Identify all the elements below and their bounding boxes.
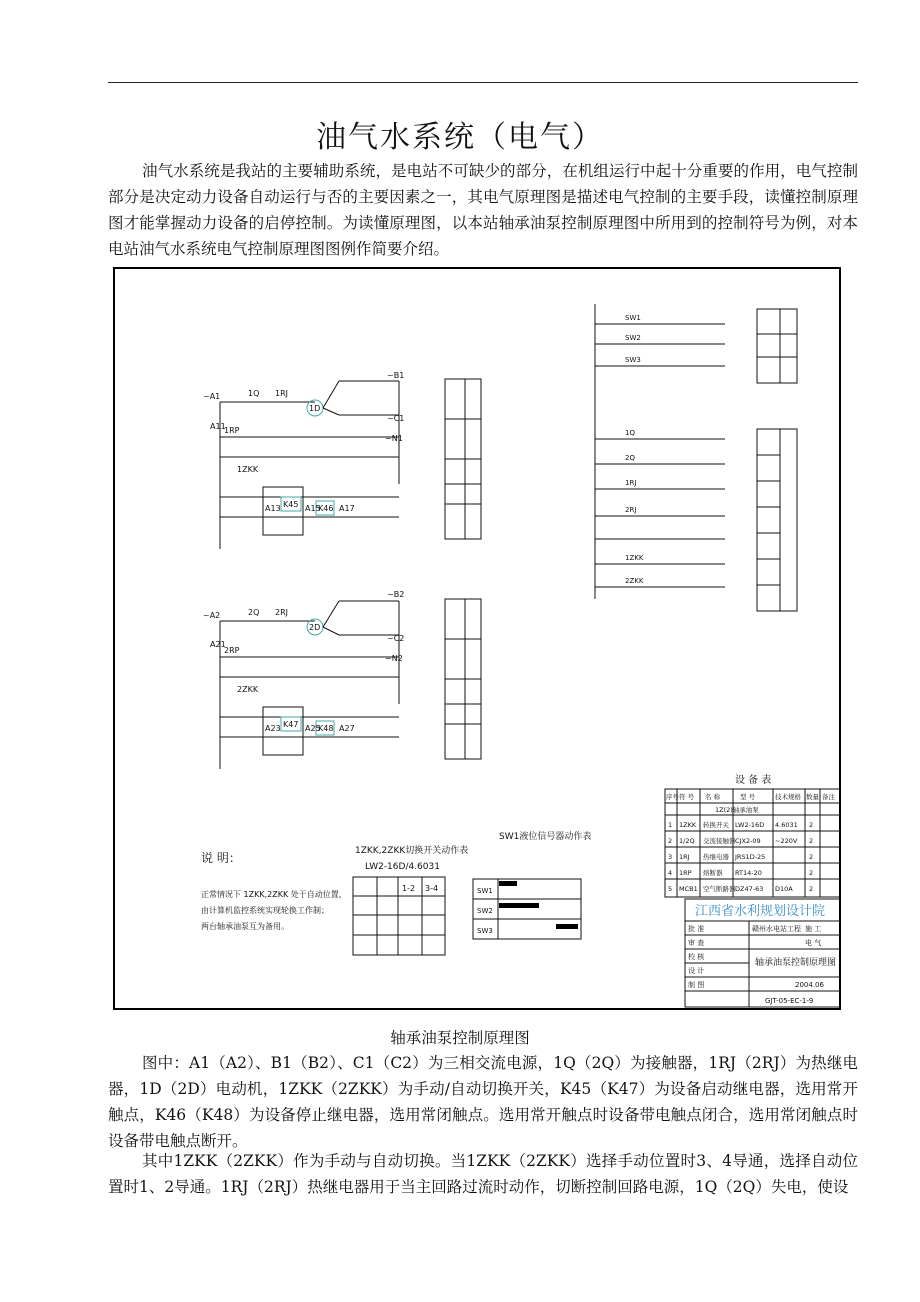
page-title: 油气水系统（电气） (316, 120, 604, 155)
label-phase-b1: ~B1 (387, 371, 405, 380)
equip-subtitle: 1Z(2)轴承油泵 (715, 806, 759, 814)
equip-r4-no: 4 (668, 869, 673, 877)
equip-r5-sym: MCB1 (679, 885, 698, 893)
equip-r2-sym: 1/2Q (679, 837, 695, 845)
switch-table-col-34: 3-4 (425, 884, 439, 893)
equip-col-spec: 技术规格 (775, 793, 801, 801)
label-phase-c1: ~C1 (387, 414, 405, 423)
signal-row-sw3: SW3 (625, 356, 641, 364)
equip-col-no: 序号 (666, 793, 679, 801)
equip-r5-spec: D10A (775, 885, 793, 893)
equip-r4-sym: 1RP (679, 869, 692, 877)
equip-col-symbol: 符 号 (679, 793, 695, 801)
tb-label-design: 设 计 (688, 967, 705, 975)
label-thermal-1: 1RJ (275, 389, 289, 398)
equip-r4-name: 熔断器 (703, 869, 723, 877)
top-rule (108, 82, 858, 83)
equip-col-name: 名 称 (705, 793, 721, 801)
label-relay-start-2: K47 (283, 720, 299, 729)
tb-label-check: 校 核 (688, 953, 705, 961)
body-paragraph-2: 图中：A1（A2）、B1（B2）、C1（C2）为三相交流电源，1Q（2Q）为接触器，1RJ（2RJ）为热继电器，1D（2D）电动机，1ZKK（2ZKK）为手动/自动切换开关，K45（K47）为设备启动继电器，选用常开触点，K46（K48）为设备停止继电器，选用常闭触点。选用常开触点时设备带电触点闭合，选用常闭触点时设备带电触点断开。 (108, 1054, 858, 1150)
equip-r1-name: 转换开关 (703, 821, 729, 829)
equip-r5-qty: 2 (809, 885, 814, 893)
label-node-2: A21 (210, 640, 226, 649)
equip-r1-model: LW2-16D (735, 821, 765, 829)
tb-label-draw: 制 图 (688, 981, 705, 989)
note-line-2: 由计算机监控系统实现轮换工作制； (201, 906, 329, 915)
equip-r1-spec: 4.6031 (775, 821, 798, 829)
label-wire-a-2: A23 (265, 724, 281, 733)
notes-title: 说 明： (201, 851, 241, 865)
schematic-svg (115, 269, 839, 1008)
label-wire-b-1: A15 (305, 504, 321, 513)
signal-row-sw2: SW2 (625, 334, 641, 342)
label-contactor-2: 2Q (248, 608, 260, 617)
equip-r3-name: 热继电器 (703, 853, 729, 861)
equip-r2-spec: ~220V (775, 837, 798, 845)
tb-drawing-no: GJT-05-EC-1-9 (765, 997, 814, 1005)
equip-r2-no: 2 (668, 837, 673, 845)
body-paragraph-3: 其中1ZKK（2ZKK）作为手动与自动切换。当1ZKK（2ZKK）选择手动位置时3、4导通，选择自动位置时1、2导通。1RJ（2RJ）热继电器用于当主回路过流时动作，切断控制回路电源，1Q（2Q）失电，使设 (108, 1152, 858, 1196)
equip-r4-qty: 2 (809, 869, 814, 877)
label-switch-1: 1ZKK (237, 465, 259, 474)
label-contactor-1: 1Q (248, 389, 260, 398)
equip-r5-model: DZ47-63 (735, 885, 764, 893)
label-phase-c2: ~C2 (387, 634, 405, 643)
label-relay-start-1: K45 (283, 500, 299, 509)
label-motor-2: 2D (309, 623, 321, 632)
equip-r5-name: 空气断路器 (703, 885, 736, 893)
label-thermal-2: 2RJ (275, 608, 289, 617)
equip-r4-model: RT14-20 (735, 869, 762, 877)
label-switch-2: 2ZKK (237, 685, 259, 694)
io-row-2zkk: 2ZKK (625, 577, 644, 585)
equip-r1-sym: 1ZKK (679, 821, 697, 829)
equip-r3-no: 3 (668, 853, 673, 861)
tb-drawing-name: 轴承油泵控制原理图 (755, 958, 837, 968)
tb-project: 赣州水电站工程 (752, 925, 801, 933)
label-fuse-2: 2RP (224, 646, 240, 655)
switch-table-col-12: 1-2 (402, 884, 416, 893)
switch-table-model: LW2-16D/4.6031 (365, 862, 440, 872)
schematic-diagram (113, 267, 841, 1010)
label-neutral-1: ~N1 (385, 434, 403, 443)
tb-stage: 施 工 (805, 925, 822, 933)
switch-table-title: 1ZKK,2ZKK切换开关动作表 (355, 846, 469, 856)
equip-r2-qty: 2 (809, 837, 814, 845)
tb-part: 电 气 (805, 939, 822, 947)
label-phase-b2: ~B2 (387, 590, 405, 599)
io-row-1rj: 1RJ (625, 479, 637, 487)
equip-r1-qty: 2 (809, 821, 814, 829)
sw-table-row-3: SW3 (477, 927, 493, 935)
sw-table-row-2: SW2 (477, 907, 493, 915)
equip-table-title: 设 备 表 (735, 775, 772, 786)
equip-col-model: 型 号 (740, 793, 756, 801)
equip-r1-no: 1 (668, 821, 673, 829)
io-row-1zkk: 1ZKK (625, 554, 644, 562)
signal-row-sw1: SW1 (625, 314, 641, 322)
equip-r2-name: 交流接触器 (703, 837, 736, 845)
institute-name: 江西省水利规划设计院 (695, 904, 826, 919)
label-phase-a2: ~A2 (203, 611, 221, 620)
tb-label-approve: 批 准 (688, 925, 705, 933)
tb-date: 2004.06 (795, 981, 824, 989)
label-motor-1: 1D (309, 404, 321, 413)
label-wire-c-2: A27 (339, 724, 355, 733)
label-neutral-2: ~N2 (385, 654, 403, 663)
equip-r3-model: JRS1D-25 (735, 853, 766, 861)
equip-r5-no: 5 (668, 885, 673, 893)
label-wire-b-2: A25 (305, 724, 321, 733)
label-node-1: A11 (210, 422, 226, 431)
equip-r3-qty: 2 (809, 853, 814, 861)
equip-r2-model: CJX2-09 (735, 837, 761, 845)
note-line-3: 两台轴承油泵互为备用。 (201, 922, 289, 931)
label-phase-a1: ~A1 (203, 392, 221, 401)
note-line-1: 正常情况下 1ZKK,2ZKK 处于自动位置， (201, 890, 347, 899)
label-relay-stop-2: K48 (318, 724, 334, 733)
label-wire-c-1: A17 (339, 504, 355, 513)
io-row-2rj: 2RJ (625, 506, 637, 514)
label-fuse-1: 1RP (224, 426, 240, 435)
sw-table-title: SW1液位信号器动作表 (499, 832, 592, 842)
intro-paragraph: 油气水系统是我站的主要辅助系统，是电站不可缺少的部分，在机组运行中起十分重要的作用，电气控制部分是决定动力设备自动运行与否的主要因素之一，其电气原理图是描述电气控制的主要手段，读懂控制原理图才能掌握动力设备的启停控制。为读懂原理图，以本站轴承油泵控制原理图中所用到的控制符号为例，对本电站油气水系统电气控制原理图图例作简要介绍。 (108, 162, 858, 258)
label-wire-a-1: A13 (265, 504, 281, 513)
equip-col-qty: 数量 (806, 793, 819, 801)
tb-label-review: 审 查 (688, 939, 705, 947)
figure-caption: 轴承油泵控制原理图 (390, 1029, 530, 1047)
io-row-1q: 1Q (625, 429, 635, 437)
sw-table-row-1: SW1 (477, 887, 493, 895)
equip-r3-sym: 1RJ (679, 853, 690, 861)
label-relay-stop-1: K46 (318, 504, 334, 513)
io-row-2q: 2Q (625, 454, 635, 462)
equip-col-note: 备注 (822, 793, 835, 801)
